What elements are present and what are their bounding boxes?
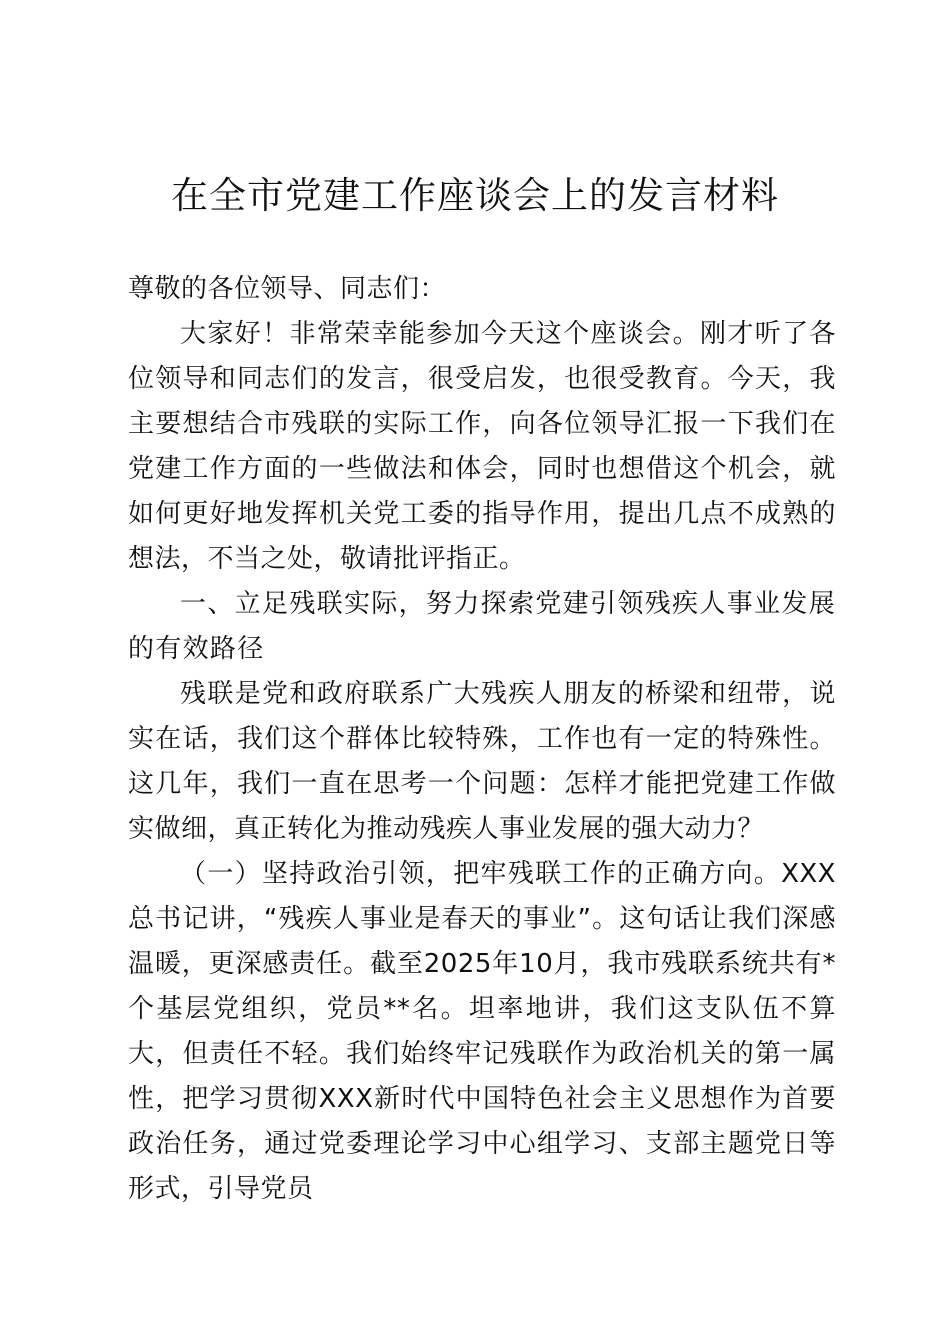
document-body: [128, 267, 836, 1212]
section-heading-1: 一、立足残联实际，努力探索党建引领残疾人事业发展的有效路径: [128, 589, 836, 664]
document-title: 在全市党建工作座谈会上的发言材料: [171, 174, 779, 217]
paragraph-subsection-1: （一）坚持政治引领，把牢残联工作的正确方向。XXX总书记讲，“残疾人事业是春天的事业”。这句话让我们深感温暖，更深感责任。截至2025年10月，我市残联系统共有*个基层党组织，党员**名。坦率地讲，我们这支队伍不算大，但责任不轻。我们始终牢记残联作为政治机关的第一属性，把学习贯彻XXX新时代中国特色社会主义思想作为首要政治任务，通过党委理论学习中心组学习、支部主题党日等形式，引导党员: [128, 859, 836, 1204]
salutation: 尊敬的各位领导、同志们：: [128, 274, 447, 304]
paragraph-opening: 大家好！非常荣幸能参加今天这个座谈会。刚才听了各位领导和同志们的发言，很受启发，也很受教育。今天，我主要想结合市残联的实际工作，向各位领导汇报一下我们在党建工作方面的一些做法和体会，同时也想借这个机会，就如何更好地发挥机关党工委的指导作用，提出几点不成熟的想法，不当之处，敬请批评指正。: [128, 319, 836, 574]
paragraph-section-intro: 残联是党和政府联系广大残疾人朋友的桥梁和纽带，说实在话，我们这个群体比较特殊，工作也有一定的特殊性。这几年，我们一直在思考一个问题：怎样才能把党建工作做实做细，真正转化为推动残疾人事业发展的强大动力？: [128, 679, 836, 844]
